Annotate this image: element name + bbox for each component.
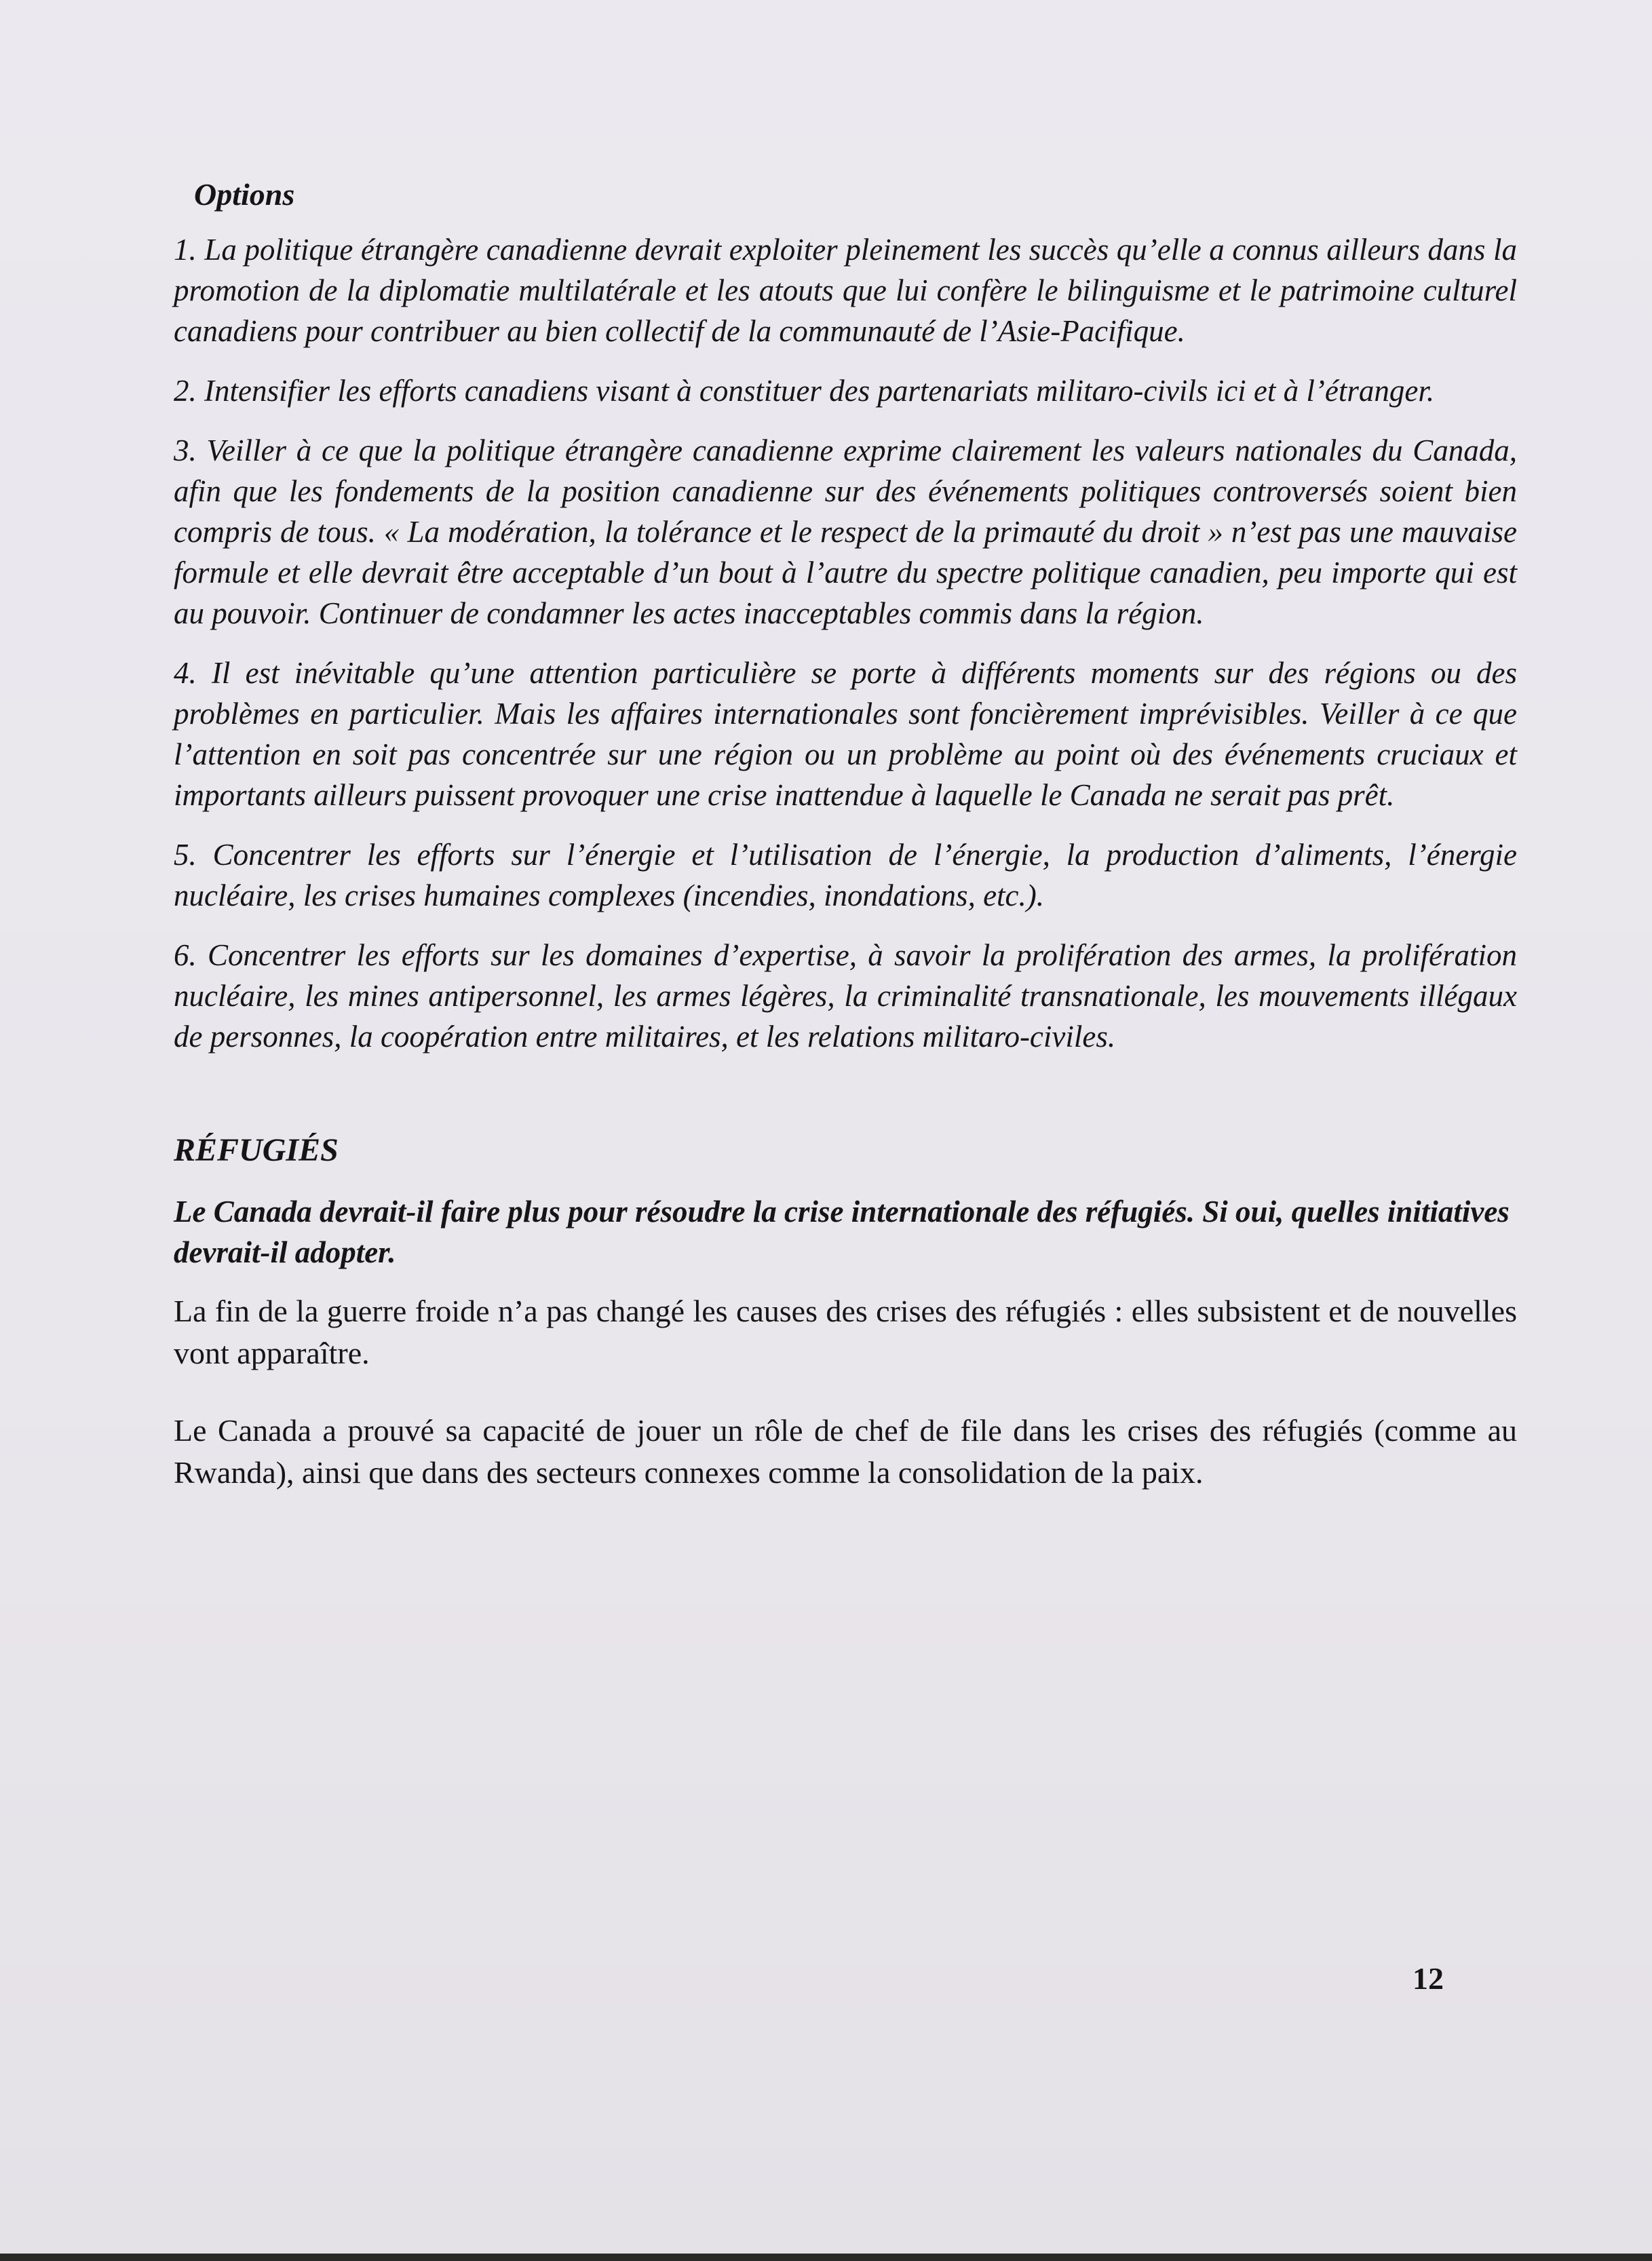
page-content — [174, 175, 1517, 1529]
page-number: 12 — [1413, 1961, 1444, 1996]
refugees-question: Le Canada devrait-il faire plus pour résoudre la crise internationale des réfugiés. Si oui, quelles initiatives devrait-il adopter. — [174, 1195, 1510, 1269]
option-1: 1. La politique étrangère canadienne devrait exploiter pleinement les succès qu’elle a connus ailleurs dans la promotion de la diplomatie multilatérale et les atouts que lui confère le bilinguisme et le patrimoine culturel canadiens pour contribuer au bien collectif de la communauté de l’Asie-Pacifique. — [174, 233, 1517, 348]
refugees-heading: RÉFUGIÉS — [174, 1132, 339, 1168]
option-6: 6. Concentrer les efforts sur les domaines d’expertise, à savoir la prolifération des armes, la prolifération nucléaire, les mines antipersonnel, les armes légères, la criminalité transnationale, les mouvements illégaux de personnes, la coopération entre militaires, et les relations militaro-civiles. — [174, 938, 1517, 1054]
refugees-paragraph-1: La fin de la guerre froide n’a pas changé les causes des crises des réfugiés : elles subsistent et de nouvelles vont apparaître. — [174, 1294, 1517, 1370]
option-2: 2. Intensifier les efforts canadiens visant à constituer des partenariats militaro-civils ici et à l’étranger. — [174, 374, 1435, 408]
options-heading: Options — [194, 177, 295, 212]
option-3: 3. Veiller à ce que la politique étrangère canadienne exprime clairement les valeurs nationales du Canada, afin que les fondements de la position canadienne sur des événements politiques controversés soient bien compris de tous. « La modération, la tolérance et le respect de la primauté du droit » n’est pas une mauvaise formule et elle devrait être acceptable d’un bout à l’autre du spectre politique canadien, peu importe qui est au pouvoir. Continuer de condamner les actes inacceptables commis dans la région. — [174, 433, 1517, 630]
option-5: 5. Concentrer les efforts sur l’énergie et l’utilisation de l’énergie, la production d’aliments, l’énergie nucléaire, les crises humaines complexes (incendies, inondations, etc.). — [174, 838, 1517, 912]
scan-edge — [0, 2254, 1652, 2261]
refugees-paragraph-2: Le Canada a prouvé sa capacité de jouer un rôle de chef de file dans les crises des réfugiés (comme au Rwanda), ainsi que dans des secteurs connexes comme la consolidation de la paix. — [174, 1413, 1517, 1490]
option-4: 4. Il est inévitable qu’une attention particulière se porte à différents moments sur des régions ou des problèmes en particulier. Mais les affaires internationales sont foncièrement imprévisibles. Veiller à ce que l’attention en soit pas concentrée sur une région ou un problème au point où des événements cruciaux et importants ailleurs puissent provoquer une crise inattendue à laquelle le Canada ne serait pas prêt. — [174, 656, 1517, 812]
